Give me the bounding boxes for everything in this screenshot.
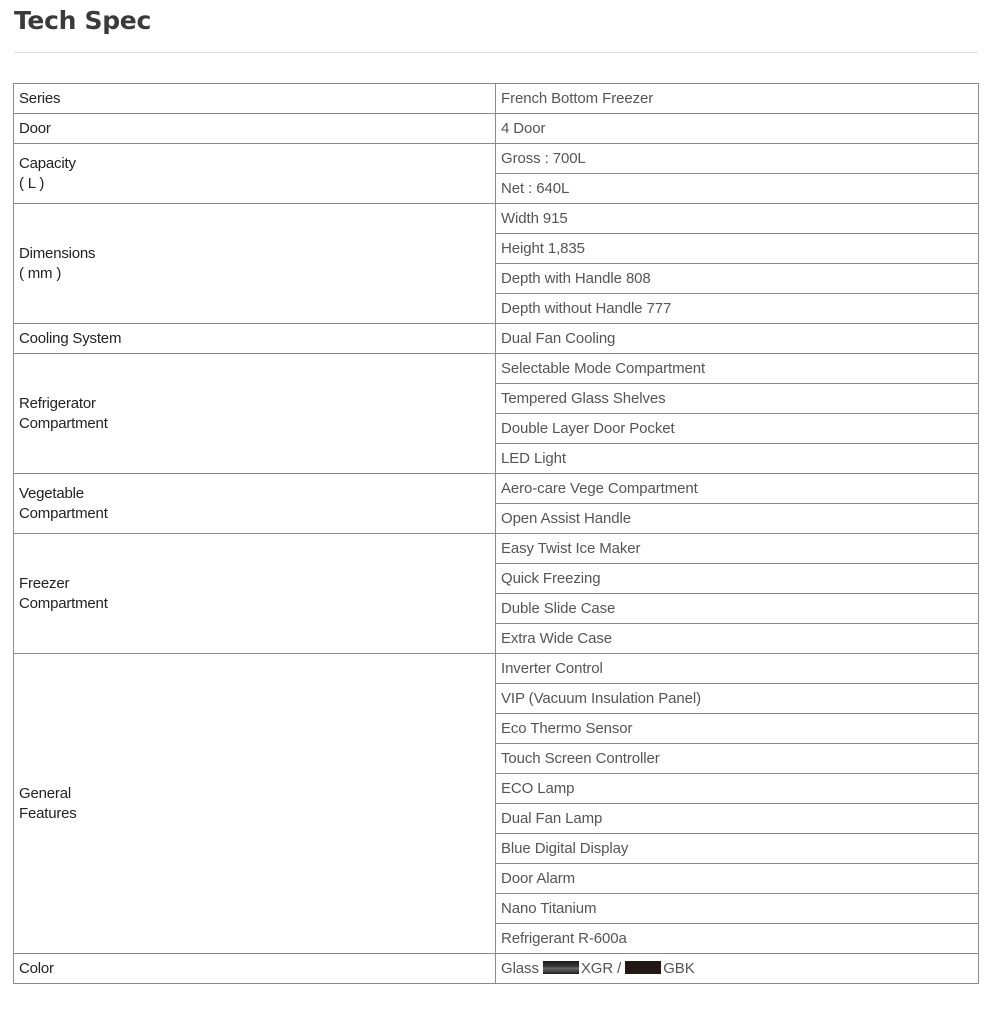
color-separator: / — [617, 960, 622, 977]
spec-label-text: General Features — [19, 784, 77, 822]
spec-value: Duble Slide Case — [496, 594, 979, 624]
spec-value: Width 915 — [496, 204, 979, 234]
spec-row-refrigerator — [14, 354, 979, 384]
spec-value: Aero-care Vege Compartment — [496, 474, 979, 504]
spec-label-color — [14, 954, 496, 984]
spec-value: Selectable Mode Compartment — [496, 354, 979, 384]
spec-label-text: Capacity ( L ) — [19, 154, 76, 192]
spec-value: LED Light — [496, 444, 979, 474]
spec-value: Eco Thermo Sensor — [496, 714, 979, 744]
spec-label-text: Refrigerator Compartment — [19, 394, 108, 432]
spec-label-text: Cooling System — [19, 329, 122, 347]
spec-value: Inverter Control — [496, 654, 979, 684]
spec-label-text: Color — [19, 959, 54, 977]
title-divider — [14, 52, 978, 53]
spec-value: VIP (Vacuum Insulation Panel) — [496, 684, 979, 714]
spec-label-general — [14, 654, 496, 954]
spec-value: Easy Twist Ice Maker — [496, 534, 979, 564]
spec-label-text: Freezer Compartment — [19, 574, 108, 612]
spec-row-door — [14, 114, 979, 144]
spec-row-vegetable — [14, 474, 979, 504]
spec-value: ECO Lamp — [496, 774, 979, 804]
spec-label-capacity — [14, 144, 496, 204]
color-code-xgr: XGR — [580, 960, 614, 977]
spec-value: Refrigerant R-600a — [496, 924, 979, 954]
spec-label-text: Series — [19, 89, 61, 107]
page-title: Tech Spec — [14, 6, 151, 35]
spec-row-general — [14, 654, 979, 684]
color-swatch-xgr — [543, 961, 579, 974]
spec-label-door — [14, 114, 496, 144]
color-prefix: Glass — [501, 960, 539, 977]
spec-value: Quick Freezing — [496, 564, 979, 594]
spec-label-freezer — [14, 534, 496, 654]
spec-value: Height 1,835 — [496, 234, 979, 264]
spec-value: Double Layer Door Pocket — [496, 414, 979, 444]
spec-value: French Bottom Freezer — [496, 84, 979, 114]
spec-row-series — [14, 84, 979, 114]
spec-label-cooling-system — [14, 324, 496, 354]
spec-label-dimensions — [14, 204, 496, 324]
spec-row-cooling-system — [14, 324, 979, 354]
spec-value: Depth with Handle 808 — [496, 264, 979, 294]
spec-value: Blue Digital Display — [496, 834, 979, 864]
spec-value: Touch Screen Controller — [496, 744, 979, 774]
spec-label-text: Vegetable Compartment — [19, 484, 108, 522]
color-code-gbk: GBK — [663, 960, 695, 977]
spec-value: Depth without Handle 777 — [496, 294, 979, 324]
spec-value: Extra Wide Case — [496, 624, 979, 654]
spec-value: Open Assist Handle — [496, 504, 979, 534]
spec-table-body — [14, 84, 979, 984]
spec-table — [13, 83, 979, 984]
spec-value: Door Alarm — [496, 864, 979, 894]
spec-row-freezer — [14, 534, 979, 564]
spec-value: Tempered Glass Shelves — [496, 384, 979, 414]
spec-value-color — [496, 954, 979, 984]
spec-row-capacity — [14, 144, 979, 174]
spec-label-refrigerator — [14, 354, 496, 474]
spec-value: Net : 640L — [496, 174, 979, 204]
spec-row-dimensions — [14, 204, 979, 234]
color-swatch-gbk — [625, 961, 661, 974]
spec-label-text: Door — [19, 119, 51, 137]
spec-value: 4 Door — [496, 114, 979, 144]
spec-label-vegetable — [14, 474, 496, 534]
spec-value: Nano Titanium — [496, 894, 979, 924]
spec-label-series — [14, 84, 496, 114]
spec-label-text: Dimensions ( mm ) — [19, 244, 96, 282]
spec-value: Gross : 700L — [496, 144, 979, 174]
spec-row-color — [14, 954, 979, 984]
spec-value: Dual Fan Lamp — [496, 804, 979, 834]
spec-value: Dual Fan Cooling — [496, 324, 979, 354]
